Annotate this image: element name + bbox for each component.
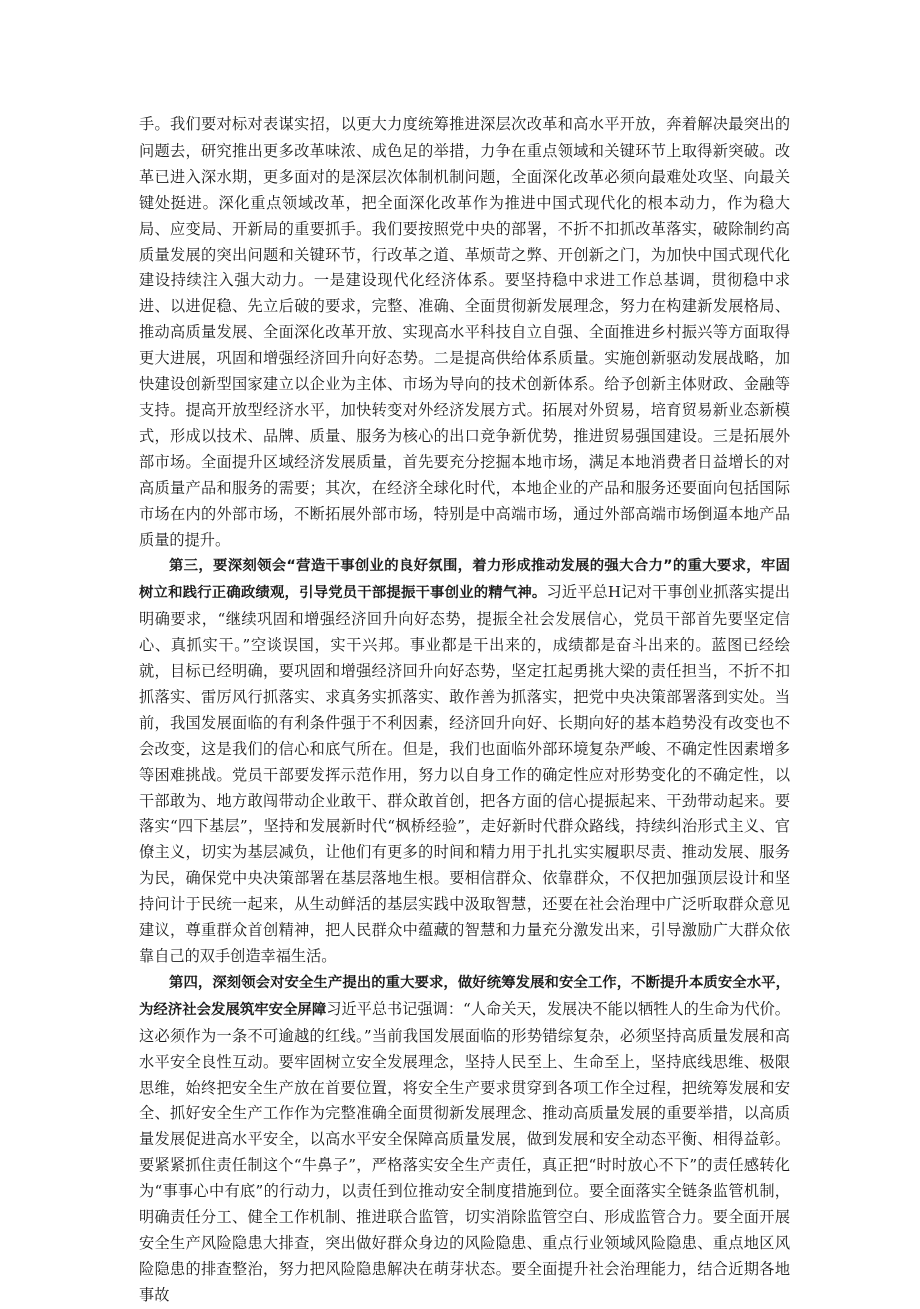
paragraph-fourth-point [139, 970, 790, 1309]
paragraph-third-point [139, 553, 790, 970]
paragraph-lead: 第四，深刻领会对安全生产提出的重大要求，做好统筹发展和安全工作，不断提升本质安全水平，为经济社会发展筑牢安全屏障 [139, 974, 790, 1018]
paragraph-text: 习近平总书记强调：“人命关天，发展决不能以牺牲人的生命为代价。这必须作为一条不可逾越的红线。”当前我国发展面临的形势错综复杂，必须坚持高质量发展和高水平安全良性互动。要牢固树立安全发展理念，坚持人民至上、生命至上，坚持底线思维、极限思维，始终把安全生产放在首要位置，将安全生产要求贯穿到各项工作全过程，把统筹发展和安全、抓好安全生产工作作为完整准确全面贯彻新发展理念、推动高质量发展的重要举措，以高质量发展促进高水平安全，以高水平安全保障高质量发展，做到发展和安全动态平衡、相得益彰。要紧紧抓住责任制这个“牛鼻子”，严格落实安全生产责任，真正把“时时放心不下”的责任感转化为“事事心中有底”的行动力，以责任到位推动安全制度措施到位。要全面落实全链条监管机制，明确责任分工、健全工作机制、推进联合监管，切实消除监管空白、形成监管合力。要全面开展安全生产风险隐患大排查，突出做好群众身边的风险隐患、重点行业领域风险隐患、重点地区风险隐患的排查整治，努力把风险隐患解决在萌芽状态。要全面提升社会治理能力，结合近期各地事故 [139, 999, 790, 1304]
document-body [139, 112, 790, 1309]
paragraph-text: 习近平总H记对干事创业抓落实提出明确要求，“继续巩固和增强经济回升向好态势，提振全社会发展信心，党员干部首先要坚定信心、真抓实干。”空谈误国，实干兴邦。事业都是干出来的，成绩都是奋斗出来的。蓝图已经绘就，目标已经明确，要巩固和增强经济回升向好态势，坚定扛起勇挑大梁的责任担当，不折不扣抓落实、雷厉风行抓落实、求真务实抓落实、敢作善为抓落实，把党中央决策部署落到实处。当前，我国发展面临的有利条件强于不利因素，经济回升向好、长期向好的基本趋势没有改变也不会改变，这是我们的信心和底气所在。但是，我们也面临外部环境复杂严峻、不确定性因素增多等困难挑战。党员干部要发挥示范作用，努力以自身工作的确定性应对形势变化的不确定性，以干部敢为、地方敢闯带动企业敢干、群众敢首创，把各方面的信心提振起来、干劲带动起来。要落实“四下基层”，坚持和发展新时代“枫桥经验”，走好新时代群众路线，持续纠治形式主义、官僚主义，切实为基层减负，让他们有更多的时间和精力用于扎扎实实履职尽责、推动发展、服务为民，确保党中央决策部署在基层落地生根。要相信群众、依靠群众，不仅把加强顶层设计和坚持问计于民统一起来，从生动鲜活的基层实践中汲取智慧，还要在社会治理中广泛听取群众意见建议，尊重群众首创精神，把人民群众中蕴藏的智慧和力量充分激发出来，引导激励广大群众依靠自己的双手创造幸福生活。 [139, 583, 790, 965]
paragraph-text: 手。我们要对标对表谋实招，以更大力度统筹推进深层次改革和高水平开放，奔着解决最突出的问题去，研究推出更多改革味浓、成色足的举措，力争在重点领域和关键环节上取得新突破。改革已进入深水期，更多面对的是深层次体制机制问题，全面深化改革必须向最难处攻坚、向最关键处挺进。深化重点领域改革，把全面深化改革作为推进中国式现代化的根本动力，作为稳大局、应变局、开新局的重要抓手。我们要按照党中央的部署，不折不扣抓改革落实，破除制约高质量发展的突出问题和关键环节，行改革之道、革烦苛之弊、开创新之门，为加快中国式现代化建设持续注入强大动力。一是建设现代化经济体系。要坚持稳中求进工作总基调，贯彻稳中求进、以进促稳、先立后破的要求，完整、准确、全面贯彻新发展理念，努力在构建新发展格局、推动高质量发展、全面深化改革开放、实现高水平科技自立自强、全面推进乡村振兴等方面取得更大进展，巩固和增强经济回升向好态势。二是提高供给体系质量。实施创新驱动发展战略，加快建设创新型国家建立以企业为主体、市场为导向的技术创新体系。给予创新主体财政、金融等支持。提高开放型经济水平，加快转变对外经济发展方式。拓展对外贸易，培育贸易新业态新模式，形成以技术、品牌、质量、服务为核心的出口竞争新优势，推进贸易强国建设。三是拓展外部市场。全面提升区域经济发展质量，首先要充分挖掘本地市场，满足本地消费者日益增长的对高质量产品和服务的需要；其次，在经济全球化时代，本地企业的产品和服务还要面向包括国际市场在内的外部市场，不断拓展外部市场，特别是中高端市场，通过外部高端市场倒逼本地产品质量的提升。 [139, 115, 790, 549]
paragraph-reform [139, 112, 790, 553]
paragraph-lead: 第三，要深刻领会“营造干事创业的良好氛围，着力形成推动发展的强大合力”的重大要求，牢固树立和践行正确政绩观，引导党员干部提振干事创业的精气神。 [139, 558, 790, 602]
